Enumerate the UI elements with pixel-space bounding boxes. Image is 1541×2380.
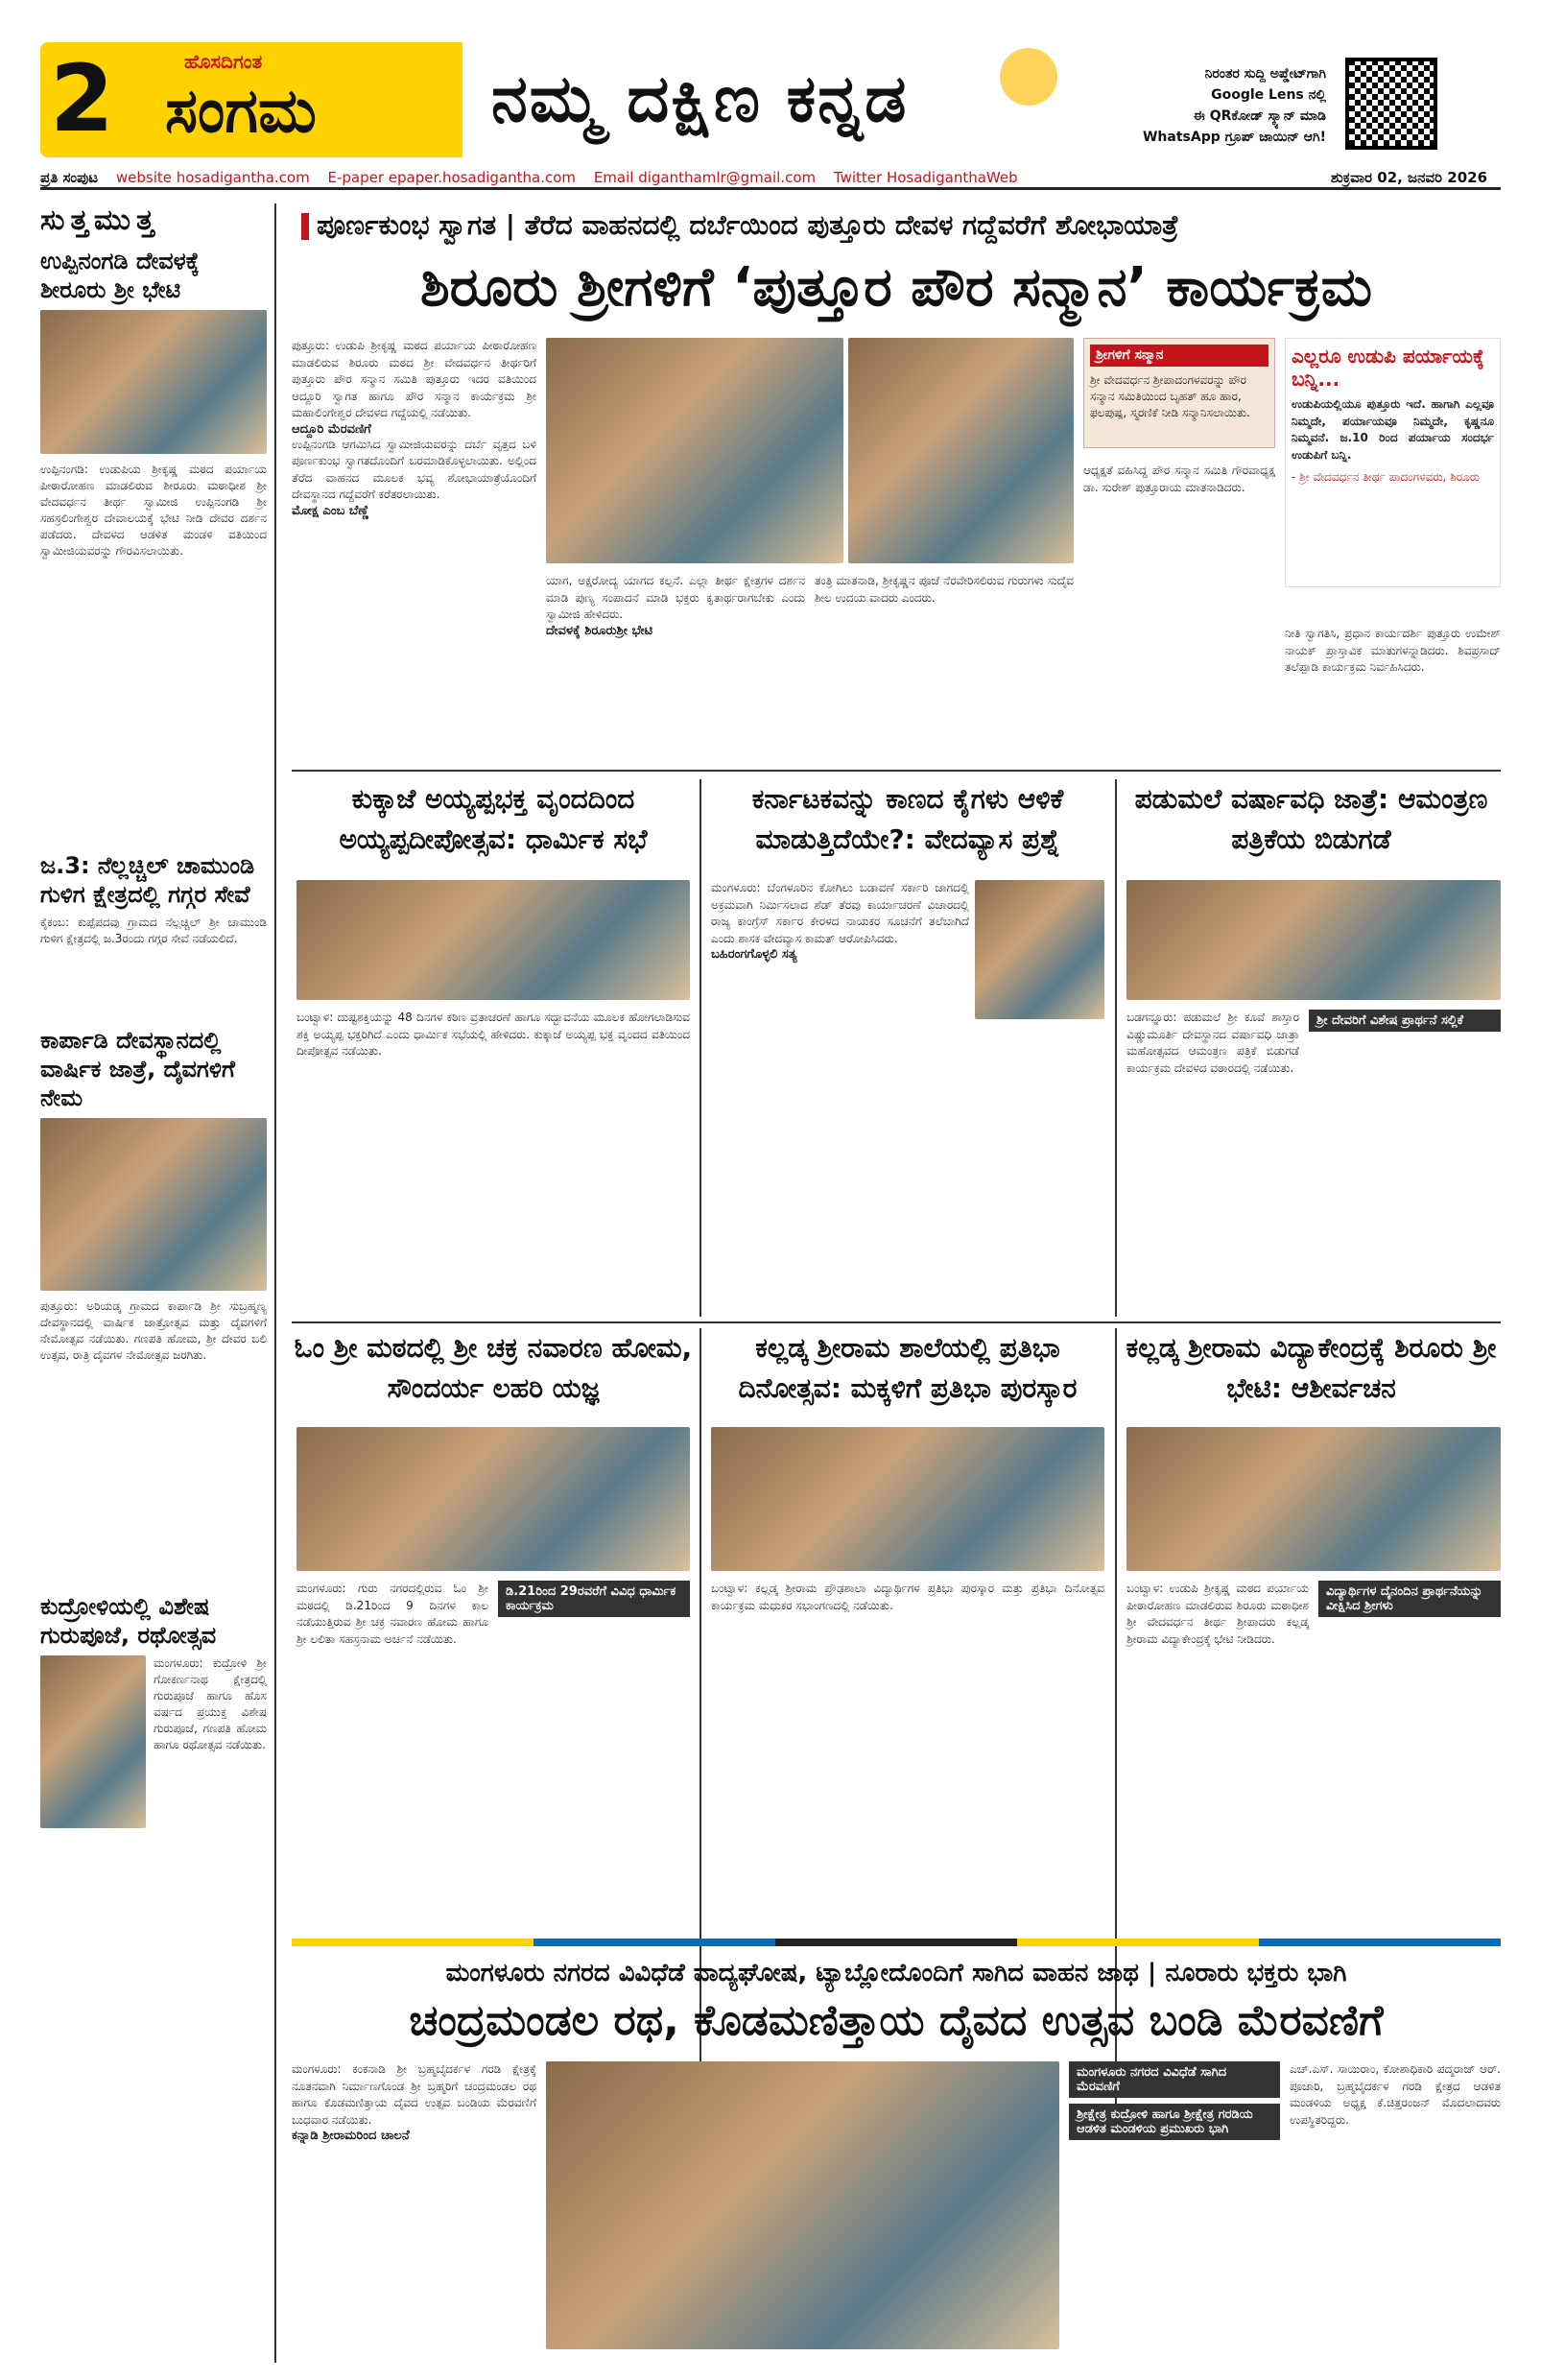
top-kicker xyxy=(292,203,1501,248)
qr-instructions xyxy=(1115,63,1326,148)
qr-code-icon[interactable] xyxy=(1345,58,1437,150)
subheading: ಮೋಕ್ಷ ಎಂಬ ಬೆಣ್ಣೆ xyxy=(292,503,369,518)
headline: ಜ.3: ನೆಲ್ಲಚ್ಚಿಲ್ ಚಾಮುಂಡಿ ಗುಳಿಗ ಕ್ಷೇತ್ರದಲ್ಲಿ ಗಗ್ಗರ ಸೇವೆ xyxy=(40,852,255,908)
brand-name-small: ಹೊಸದಿಗಂತ xyxy=(184,50,263,73)
qr-line: ನಿರಂತರ ಸುದ್ದಿ ಅಪ್ಡೇಟ್‌ಗಾಗಿ xyxy=(1204,66,1326,82)
kicker-text: ಪೂರ್ಣಕುಂಭ ಸ್ವಾಗತ | ತೆರೆದ ವಾಹನದಲ್ಲಿ ದರ್ಬೆಯಿಂದ ಪುತ್ತೂರು ದೇವಳ ಗದ್ದೆವರೆಗೆ ಶೋಭಾಯಾತ್ರೆ xyxy=(317,209,1179,241)
bottom-story xyxy=(292,1954,1501,2367)
invite-title: ಎಲ್ಲರೂ ಉಡುಪಿ ಪರ್ಯಾಯಕ್ಕೆ ಬನ್ನಿ... xyxy=(1292,345,1484,391)
article-text: ಯಾಗ, ಅಕ್ಷರೋದ್ಯ ಯಾಗದ ಕಲ್ಪನೆ. ಎಲ್ಲಾ ತೀರ್ಥ ಕ್ಷೇತ್ರಗಳ ದರ್ಶನ ಮಾಡಿ ಪುಣ್ಯ ಸಂಪಾದನೆ ಮಾಡಿ ಭಕ್ತರು ಕೃತಾರ್ಥರಾಗಬೇಕು ಎಂದು ಸ್ವಾಮೀಜಿ ಹೇಳಿದರು. xyxy=(546,574,805,621)
email-link[interactable]: Email diganthamlr@gmail.com xyxy=(593,169,817,186)
headline: ಕಲ್ಲಡ್ಕ ಶ್ರೀರಾಮ ವಿದ್ಯಾಕೇಂದ್ರಕ್ಕೆ ಶಿರೂರು ಶ್ರೀ ಭೇಟಿ: ಆಶೀರ್ವಚನ xyxy=(1126,1332,1497,1404)
headline: ಕಾರ್ಪಾಡಿ ದೇವಸ್ಥಾನದಲ್ಲಿ ವಾರ್ಷಿಕ ಜಾತ್ರೆ, ದೈವಗಳಿಗೆ ನೇಮ xyxy=(40,1027,235,1111)
article-text: ಬಂಟ್ವಾಳ: ದುಷ್ಟಶಕ್ತಿಯನ್ನು 48 ದಿನಗಳ ಕಠಿಣ ವ್ರತಾಚರಣೆ ಹಾಗೂ ಸದ್ಭಾವನೆಯ ಮೂಲಕ ಹೋಗಲಾಡಿಸುವ ಶಕ್ತಿ ಅಯ್ಯಪ್ಪ ಭಕ್ತರಿಗಿದೆ ಎಂದು ಧಾರ್ಮಿಕ ಸಭೆಯಲ್ಲಿ ಹೇಳಿದರು. ಕುಕ್ಕಾಜೆ ಅಯ್ಯಪ್ಪ ಭಕ್ತ ವೃಂದದ ವತಿಯಿಂದ ದೀಪೋತ್ಸವ ನಡೆಯಿತು. xyxy=(296,1011,690,1058)
paryaya-invite-box xyxy=(1285,338,1501,587)
column-divider xyxy=(699,779,701,1317)
invite-text: ಉಡುಪಿಯಲ್ಲಿಯೂ ಪುತ್ತೂರು ಇದೆ. ಹಾಗಾಗಿ ಎಲ್ಲವೂ ನಿಮ್ಮದೇ, ಪರ್ಯಾಯವೂ ನಿಮ್ಮದೇ, ಕೃಷ್ಣನೂ ನಿಮ್ಮವನೆ. ಜ.10 ರಿಂದ ಪರ್ಯಾಯ ಸಂದರ್ಭ ಉಡುಪಿಗೆ ಬನ್ನಿ. xyxy=(1292,397,1494,462)
story-photo xyxy=(40,310,267,454)
epaper-link[interactable]: E-paper epaper.hosadigantha.com xyxy=(327,169,577,186)
sidebox-text: ಶ್ರೀ ವೇದವರ್ಧನ ಶ್ರೀಪಾದಂಗಳವರನ್ನು ಪೌರ ಸನ್ಮಾನ ಸಮಿತಿಯಿಂದ ಬೃಹತ್ ಹೂ ಹಾರ, ಫಲಪುಷ್ಪ, ಸ್ಮರಣಿಕೆ ನೀಡಿ ಸನ್ಮಾನಿಸಲಾಯಿತು. xyxy=(1090,373,1250,419)
bottom-col1 xyxy=(292,2061,536,2143)
story-photo xyxy=(848,338,1074,563)
headline: ಓಂ ಶ್ರೀ ಮಠದಲ್ಲಿ ಶ್ರೀ ಚಕ್ರ ನವಾರಣ ಹೋಮ, ಸೌಂದರ್ಯ ಲಹರಿ ಯಜ್ಞ xyxy=(294,1332,693,1404)
article-text: ಪುತ್ತೂರು: ಉಡುಪಿ ಶ್ರೀಕೃಷ್ಣ ಮಠದ ಪರ್ಯಾಯ ಪೀಠಾರೋಹಣ ಮಾಡಲಿರುವ ಶಿರೂರು ಮಠದ ಶ್ರೀ ವೇದವರ್ಧನ ತೀರ್ಥರಿಗೆ ಪುತ್ತೂರು ಪೌರ ಸನ್ಮಾನ ಸಮಿತಿ ಪುತ್ತೂರು ಇದರ ವತಿಯಿಂದ ಆದ್ದೂರಿ ಸ್ವಾಗತ ಹಾಗೂ ಪೌರ ಸನ್ಮಾನ ಕಾರ್ಯಕ್ರಮ ಶ್ರೀ ಮಹಾಲಿಂಗೇಶ್ವರ ದೇವಳದ ಗದ್ದೆಯಲ್ಲಿ ನಡೆಯಿತು. xyxy=(292,339,536,419)
headline: ಕುದ್ರೋಳಿಯಲ್ಲಿ ವಿಶೇಷ ಗುರುಪೂಜೆ, ರಥೋತ್ಸವ xyxy=(40,1593,217,1649)
bottom-boxes xyxy=(1069,2061,1280,2140)
author-photo xyxy=(975,880,1104,1019)
headline: ಕಲ್ಲಡ್ಕ ಶ್ರೀರಾಮ ಶಾಲೆಯಲ್ಲಿ ಪ್ರತಿಭಾ ದಿನೋತ್ಸವ: ಮಕ್ಕಳಿಗೆ ಪ್ರತಿಭಾ ಪುರಸ್ಕಾರ xyxy=(738,1332,1078,1404)
story-photo xyxy=(296,880,690,1000)
headline: ಉಪ್ಪಿನಂಗಡಿ ದೇವಳಕ್ಕೆ ಶೀರೂರು ಶ್ರೀ ಭೇಟಿ xyxy=(40,248,200,303)
top-story-col3 xyxy=(815,573,1074,607)
article-text: ಬಡಗನ್ನೂರು: ಪಡುಮಲೆ ಶ್ರೀ ಕೂವೆ ಶಾಸ್ತಾರ ವಿಷ್ಣುಮೂರ್ತಿ ದೇವಸ್ಥಾನದ ವರ್ಷಾವಧಿ ಜಾತ್ರಾ ಮಹೋತ್ಸವದ ಆಮಂತ್ರಣ ಪತ್ರಿಕೆ ಬಿಡುಗಡೆ ಕಾರ್ಯಕ್ರಮ ದೇವಳದ ವಠಾರದಲ್ಲಿ ನಡೆಯಿತು. xyxy=(1126,1011,1299,1075)
qr-line: Google Lens ನಲ್ಲಿ xyxy=(1211,87,1326,103)
left-column xyxy=(40,203,276,2363)
info-box: ಶ್ರೀ ದೇವರಿಗೆ ವಿಶೇಷ ಪ್ರಾರ್ಥನೆ ಸಲ್ಲಿಕೆ xyxy=(1309,1010,1501,1032)
info-box: ಡಿ.21ರಿಂದ 29ರವರೆಗೆ ವಿವಿಧ ಧಾರ್ಮಿಕ ಕಾರ್ಯಕ್ರಮ xyxy=(498,1581,690,1617)
article-text: ಉಪ್ಪಿನಂಗಡಿ: ಉಡುಪಿಯ ಶ್ರೀಕೃಷ್ಣ ಮಠದ ಪರ್ಯಾಯ ಪೀಠಾರೋಹಣ ಮಾಡಲಿರುವ ಶೀರೂರು ಮಠಾಧೀಶ ಶ್ರೀ ವೇದವರ್ಧನ ತೀರ್ಥ ಸ್ವಾಮೀಜಿ ಉಪ್ಪಿನಂಗಡಿ ಶ್ರೀ ಸಹಸ್ರಲಿಂಗೇಶ್ವರ ದೇವಾಲಯಕ್ಕೆ ಭೇಟಿ ನೀಡಿ ದೇವರ ದರ್ಶನ ಪಡೆದರು. ದೇವಳದ ಆಡಳಿತ ಮಂಡಳಿ ವತಿಯಿಂದ ಸ್ವಾಮೀಜಿಯವರನ್ನು ಗೌರವಿಸಲಾಯಿತು. xyxy=(40,463,267,558)
article-text: ನೀತಿ ಸ್ವಾಗತಿಸಿ, ಪ್ರಧಾನ ಕಾರ್ಯದರ್ಶಿ ಪುತ್ತೂರು ಉಮೇಶ್ ನಾಯಕ್ ಪ್ರಾಸ್ತಾವಿಕ ಮಾತುಗಳನ್ನಾಡಿದರು. ಶಿವಪ್ರಸಾದ್ ತಲೆಪ್ಪಾಡಿ ಕಾರ್ಯಕ್ರಮ ನಿರ್ವಹಿಸಿದರು. xyxy=(1285,627,1501,674)
article-text: ಉಪ್ಪಿನಂಗಡಿ ಆಗಮಿಸಿದ ಸ್ವಾಮೀಜಿಯವರನ್ನು ದರ್ಬೆ ವೃತ್ತದ ಬಳಿ ಪೂರ್ಣಕುಂಭ ಸ್ವಾಗತದೊಂದಿಗೆ ಬರಮಾಡಿಕೊಳ್ಳಲಾಯಿತು. ಅಲ್ಲಿಂದ ತೆರೆದ ವಾಹನದ ಮೂಲಕ ಭವ್ಯ ಶೋಭಾಯಾತ್ರೆಯೊಂದಿಗೆ ದೇವಸ್ಥಾನದ ಗದ್ದೆವರೆಗೆ ಕರೆತರಲಾಯಿತು. xyxy=(292,437,536,501)
article-text: ಮಂಗಳೂರು: ಗುರು ನಗರದಲ್ಲಿರುವ ಓಂ ಶ್ರೀ ಮಠದಲ್ಲಿ ಡಿ.21ರಿಂದ 9 ದಿನಗಳ ಕಾಲ ನಡೆಯುತ್ತಿರುವ ಶ್ರೀ ಚಕ್ರ ನವಾರಣ ಹೋಮ ಹಾಗೂ ಶ್ರೀ ಲಲಿತಾ ಸಹಸ್ರನಾಮ ಅರ್ಚನೆ ನಡೆಯಿತು. xyxy=(296,1582,488,1646)
section-title: ನಮ್ಮ ದಕ್ಷಿಣ ಕನ್ನಡ xyxy=(491,61,909,137)
column-title: ಸುತ್ತಮುತ್ತ xyxy=(40,203,160,237)
article-text: ಆಧ್ಯಕ್ಷತೆ ವಹಿಸಿದ್ದ ಪೌರ ಸನ್ಮಾನ ಸಮಿತಿ ಗೌರವಾಧ್ಯಕ್ಷ ಡಾ. ಸುರೇಶ್ ಪುತ್ತೂರಾಯ ಮಾತನಾಡಿದರು. xyxy=(1083,464,1275,494)
top-headline: ಶಿರೂರು ಶ್ರೀಗಳಿಗೆ ‘ಪುತ್ತೂರ ಪೌರ ಸನ್ಮಾನ’ ಕಾರ್ಯಕ್ರಮ xyxy=(419,256,1372,319)
story-photo xyxy=(296,1427,690,1571)
website-link[interactable]: website hosadigantha.com xyxy=(115,169,310,186)
story-photo xyxy=(40,1655,146,1828)
top-story-col2 xyxy=(546,573,805,638)
section-color-bar xyxy=(292,1939,1501,1946)
twitter-link[interactable]: Twitter HosadiganthaWeb xyxy=(833,169,1018,186)
article-body xyxy=(711,880,1104,1019)
row-divider xyxy=(292,770,1501,772)
page-number: 2 xyxy=(50,45,114,153)
qr-line: ಈ QRಕೋಡ್ ಸ್ಕ್ಯಾನ್ ಮಾಡಿ xyxy=(1193,108,1326,124)
issue-date: ಶುಕ್ರವಾರ 02, ಜನವರಿ 2026 xyxy=(1330,169,1487,186)
procession-photo xyxy=(546,2061,1059,2349)
sidebox-title: ಶ್ರೀಗಳಿಗೆ ಸನ್ಮಾನ xyxy=(1090,345,1268,367)
masthead xyxy=(40,42,1501,157)
column-divider xyxy=(1115,779,1117,1317)
sun-decoration-icon xyxy=(1000,48,1057,106)
article-text: ಬಂಟ್ವಾಳ: ಕಲ್ಲಡ್ಕ ಶ್ರೀರಾಮ ಪ್ರೌಢಶಾಲಾ ವಿದ್ಯಾರ್ಥಿಗಳ ಪ್ರತಿಭಾ ಪುರಸ್ಕಾರ ಮತ್ತು ಪ್ರತಿಭಾ ದಿನೋತ್ಸವ ಕಾರ್ಯಕ್ರಮ ಮಧುಕರ ಸಭಾಂಗಣದಲ್ಲಿ ನಡೆಯಿತು. xyxy=(711,1582,1104,1612)
headline: ಕುಕ್ಕಾಜೆ ಅಯ್ಯಪ್ಪಭಕ್ತ ವೃಂದದಿಂದ ಅಯ್ಯಪ್ಪದೀಪೋತ್ಸವ: ಧಾರ್ಮಿಕ ಸಭೆ xyxy=(339,783,648,855)
article-text: ಮಂಗಳೂರು: ಬೆಂಗಳೂರಿನ ಕೋಗಿಲು ಬಡಾವಣೆ ಸರ್ಕಾರಿ ಜಾಗದಲ್ಲಿ ಅಕ್ರಮವಾಗಿ ನಿರ್ಮಿಸಲಾದ ಶೆಡ್ ತೆರವು ಕಾರ್ಯಾಚರಣೆ ವಿಚಾರದಲ್ಲಿ ರಾಜ್ಯ ಕಾಂಗ್ರೆಸ್ ಸರ್ಕಾರ ಕೇರಳದ ನಾಯಕರ ಸೂಚನೆಗೆ ತಲೆಬಾಗಿದೆ ಎಂದು ಶಾಸಕ ವೇದವ್ಯಾಸ ಕಾಮತ್ ಆರೋಪಿಸಿದರು. xyxy=(711,881,969,945)
article-text: ಮಂಗಳೂರು: ಕುದ್ರೋಳಿ ಶ್ರೀ ಗೋಕರ್ಣನಾಥ ಕ್ಷೇತ್ರದಲ್ಲಿ ಗುರುಪೂಜೆ ಹಾಗೂ ಹೊಸ ವರ್ಷದ ಪ್ರಯುಕ್ತ ವಿಶೇಷ ಗುರುಪೂಜೆ, ಗಣಪತಿ ಹೋಮ ಹಾಗೂ ರಥೋತ್ಸವ ನಡೆಯಿತು. xyxy=(154,1656,267,1751)
subheading: ಕನ್ನಾಡಿ ಶ್ರೀರಾಮರಿಂದ ಚಾಲನೆ xyxy=(292,2129,410,2143)
story-photo xyxy=(711,1427,1104,1571)
honour-sidebox xyxy=(1083,338,1275,448)
invite-signature: - ಶ್ರೀ ವೇದವರ್ಧನ ತೀರ್ಥ ಪಾದಂಗಳವರು, ಶಿರೂರು xyxy=(1292,470,1480,484)
article-text: ಮಂಗಳೂರು: ಕಂಕನಾಡಿ ಶ್ರೀ ಬ್ರಹ್ಮಬೈದರ್ಕಳ ಗರಡಿ ಕ್ಷೇತ್ರಕ್ಕೆ ನೂತನವಾಗಿ ನಿರ್ಮಾಣಗೊಂಡ ಶ್ರೀ ಬ್ರಹ್ಮರಿಗೆ ಚಂದ್ರಮಂಡಲ ರಥ ಹಾಗೂ ಕೊಡಮಣಿತ್ತಾಯ ದೈವದ ಉತ್ಸವ ಬಂಡಿಯ ಮೆರವಣಿಗೆ ಬುಧವಾರ ನಡೆಯಿತು. xyxy=(292,2062,536,2127)
story-photo xyxy=(40,1118,267,1291)
article-text: ಎಚ್.ಎಸ್. ಸಾಯಿರಾಂ, ಕೋಶಾಧಿಕಾರಿ ಪದ್ಮರಾಜ್ ಆರ್. ಪೂಜಾರಿ, ಬ್ರಹ್ಮಬೈದರ್ಕಳ ಗರಡಿ ಕ್ಷೇತ್ರದ ಆಡಳಿತ ಮಂಡಳಿಯ ಅಧ್ಯಕ್ಷ ಕೆ.ಚಿತ್ತರಂಜನ್ ಮೊದಲಾದವರು ಉಪಸ್ಥಿತರಿದ್ದರು. xyxy=(1290,2062,1501,2127)
edition-label: ಪ್ರತಿ ಸಂಪುಟ xyxy=(40,169,99,186)
article-text: ಬಂಟ್ವಾಳ: ಉಡುಪಿ ಶ್ರೀಕೃಷ್ಣ ಮಠದ ಪರ್ಯಾಯ ಪೀಠಾರೋಹಣ ಮಾಡಲಿರುವ ಶಿರೂರು ಮಠಾಧೀಶ ಶ್ರೀ ವೇದವರ್ಧನ ತೀರ್ಥ ಶ್ರೀಪಾದರು ಕಲ್ಲಡ್ಕ ಶ್ರೀರಾಮ ವಿದ್ಯಾಕೇಂದ್ರಕ್ಕೆ ಭೇಟಿ ನೀಡಿದರು. xyxy=(1126,1582,1309,1646)
top-story-col1 xyxy=(292,338,536,518)
article-text: ಕೈಕಂಬ: ಕುಪ್ಪೆಪದವು ಗ್ರಾಮದ ನೆಲ್ಲಚ್ಚಿಲ್ ಶ್ರೀ ಚಾಮುಂಡಿ ಗುಳಿಗ ಕ್ಷೇತ್ರದಲ್ಲಿ ಜ.3ರಂದು ಗಗ್ಗರ ಸೇವೆ ನಡೆಯಲಿದೆ. xyxy=(40,916,267,945)
qr-line: WhatsApp ಗ್ರೂಪ್ ಜಾಯಿನ್ ಆಗಿ! xyxy=(1142,130,1326,145)
bottom-kicker: ಮಂಗಳೂರು ನಗರದ ವಿವಿಧೆಡೆ ವಾದ್ಯಘೋಷ, ಟ್ಯಾಬ್ಲೋದೊಂದಿಗೆ ಸಾಗಿದ ವಾಹನ ಜಾಥ | ನೂರಾರು ಭಕ್ತರು ಭಾಗಿ xyxy=(445,1959,1347,1987)
info-box: ಶ್ರೀಕ್ಷೇತ್ರ ಕುದ್ರೋಳಿ ಹಾಗೂ ಶ್ರೀಕ್ಷೇತ್ರ ಗರಡಿಯ ಆಡಳಿತ ಮಂಡಳಿಯ ಪ್ರಮುಖರು ಭಾಗಿ xyxy=(1069,2104,1280,2140)
headline: ಪಡುಮಲೆ ವರ್ಷಾವಧಿ ಜಾತ್ರೆ: ಆಮಂತ್ರಣ ಪತ್ರಿಕೆಯ ಬಿಡುಗಡೆ xyxy=(1134,783,1488,855)
subheading: ಆದ್ದೂರಿ ಮೆರವಣಿಗೆ xyxy=(292,421,371,437)
brand-name-sangama: ಸಂಗಮ xyxy=(165,76,317,147)
row-divider xyxy=(292,1321,1501,1323)
subheading: ದೇವಳಕ್ಕೆ ಶಿರೂರುಶ್ರೀ ಭೇಟಿ xyxy=(546,623,653,638)
info-box: ವಿದ್ಯಾರ್ಥಿಗಳ ದೈನಂದಿನ ಪ್ರಾರ್ಥನೆಯನ್ನು ವೀಕ್ಷಿಸಿದ ಶ್ರೀಗಳು xyxy=(1318,1581,1501,1617)
story-photo xyxy=(1126,1427,1501,1571)
story-photo xyxy=(1126,880,1501,1000)
article-text: ತಂತ್ರಿ ಮಾತನಾಡಿ, ಶ್ರೀಕೃಷ್ಣನ ಪೂಜೆ ನೆರವೇರಿಸಲಿರುವ ಗುರುಗಳು ಸುದೈವ ಶೀಲ ಉದಯ ವಾದರು ಎಂದರು. xyxy=(815,574,1074,605)
info-box: ಮಂಗಳೂರು ನಗರದ ವಿವಿಧೆಡೆ ಸಾಗಿದ ಮೆರವಣಿಗೆ xyxy=(1069,2061,1280,2098)
article-text: ಪುತ್ತೂರು: ಅರಿಯಡ್ಕ ಗ್ರಾಮದ ಕಾರ್ಪಾಡಿ ಶ್ರೀ ಸುಬ್ರಹ್ಮಣ್ಯ ದೇವಸ್ಥಾನದಲ್ಲಿ ವಾರ್ಷಿಕ ಜಾತ್ರೋತ್ಸವ ಮತ್ತು ದೈವಗಳಿಗೆ ನೇಮೋತ್ಸವ ನಡೆಯಿತು. ಗಣಪತಿ ಹೋಮ, ಶ್ರೀ ದೇವರ ಬಲಿ ಉತ್ಸವ, ರಾತ್ರಿ ದೈವಗಳ ನೇಮೋತ್ಸವ ಜರಗಿತು. xyxy=(40,1299,267,1362)
story-photo xyxy=(546,338,843,563)
info-bar xyxy=(40,165,1501,190)
headline: ಕರ್ನಾಟಕವನ್ನು ಕಾಣದ ಕೈಗಳು ಆಳಿಕೆ ಮಾಡುತ್ತಿದೆಯೇ?: ವೇದವ್ಯಾಸ ಪ್ರಶ್ನೆ xyxy=(751,783,1064,855)
bottom-headline: ಚಂದ್ರಮಂಡಲ ರಥ, ಕೊಡಮಣಿತ್ತಾಯ ದೈವದ ಉತ್ಸವ ಬಂಡಿ ಮೆರವಣಿಗೆ xyxy=(409,1996,1384,2045)
subheading: ಬಹಿರಂಗಗೊಳ್ಳಲಿ ಸತ್ಯ xyxy=(711,947,797,962)
